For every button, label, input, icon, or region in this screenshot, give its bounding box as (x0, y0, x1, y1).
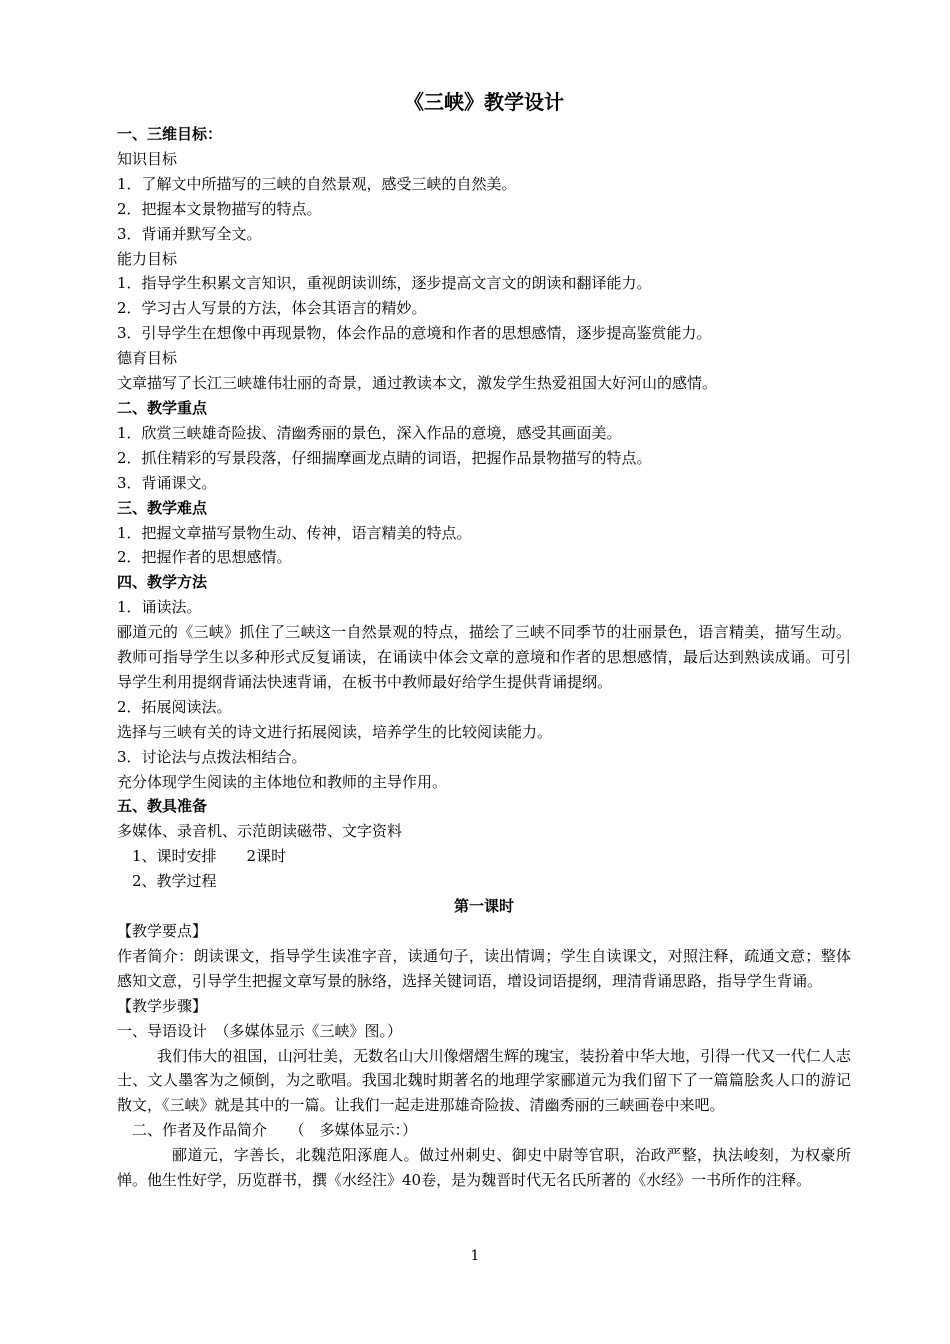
method-text: 充分体现学生阅读的主体地位和教师的主导作用。 (117, 772, 448, 791)
knowledge-item: 1．了解文中所描写的三峡的自然景观，感受三峡的自然美。 (117, 174, 517, 193)
knowledge-item: 2．把握本文景物描写的特点。 (117, 199, 322, 218)
method-title: 3．讨论法与点拨法相结合。 (117, 747, 307, 766)
ability-item: 1．指导学生积累文言知识，重视朗读训练，逐步提高文言文的朗读和翻译能力。 (117, 274, 652, 293)
knowledge-heading: 知识目标 (117, 149, 178, 168)
method-title: 1．诵读法。 (117, 598, 202, 617)
document-body (117, 88, 851, 1193)
ability-item: 2．学习古人写景的方法，体会其语言的精妙。 (117, 299, 427, 318)
difficulty-item: 1．把握文章描写景物生动、传神，语言精美的特点。 (117, 523, 472, 542)
method-title: 2．拓展阅读法。 (117, 697, 232, 716)
goals-heading: 一、三维目标： (117, 125, 223, 143)
method-text: 郦道元的《三峡》抓住了三峡这一自然景观的特点，描绘了三峡不同季节的壮丽景色，语言精美，描写生动。教师可指导学生以多种形式反复诵读，在诵读中体会文章的意境和作者的思想感情，最后达到熟读成诵。可引导学生利用提纲背诵法快速背诵，在板书中教师最好给学生提供背诵提纲。 (117, 623, 851, 691)
key-points-heading: 【教学要点】 (117, 922, 208, 940)
step2-heading: 二、作者及作品简介 （ 多媒体显示：） (132, 1121, 418, 1140)
focus-heading: 二、教学重点 (117, 398, 208, 417)
tools-text: 多媒体、录音机、示范朗读磁带、文字资料 (117, 822, 403, 841)
focus-item: 1．欣赏三峡雄奇险拔、清幽秀丽的景色，深入作品的意境，感受其画面美。 (117, 423, 622, 442)
steps-heading: 【教学步骤】 (117, 996, 208, 1015)
schedule-line: 1、课时安排 2课时 (132, 847, 287, 866)
document-title: 《三峡》教学设计 (404, 90, 564, 114)
ability-item: 3．引导学生在想像中再现景物，体会作品的意境和作者的思想感情，逐步提高鉴赏能力。 (117, 324, 712, 343)
knowledge-item: 3．背诵并默写全文。 (117, 224, 262, 243)
step2-text: 郦道元，字善长，北魏范阳涿鹿人。做过州刺史、御史中尉等官职，治政严整，执法峻刻，为权豪所惮。他生性好学，历览群书，撰《水经注》40卷，是为魏晋时代无名氏所著的《水经》一书所作的注释。 (117, 1146, 851, 1190)
moral-heading: 德育目标 (117, 349, 178, 368)
process-line: 2、教学过程 (132, 872, 217, 891)
tools-heading: 五、教具准备 (117, 797, 208, 816)
ability-heading: 能力目标 (117, 249, 178, 268)
difficulty-heading: 三、教学难点 (117, 498, 208, 517)
step1-text: 我们伟大的祖国，山河壮美，无数名山大川像熠熠生辉的瑰宝，装扮着中华大地，引得一代又一代仁人志士、文人墨客为之倾倒，为之歌唱。我国北魏时期著名的地理学家郦道元为我们留下了一篇篇脍炙人口的游记散文，《三峡》就是其中的一篇。让我们一起走进那雄奇险拔、清幽秀丽的三峡画卷中来吧。 (117, 1046, 851, 1115)
page-number: 1 (470, 1248, 480, 1264)
methods-heading: 四、教学方法 (117, 573, 208, 592)
lesson-heading: 第一课时 (453, 897, 514, 916)
moral-text: 文章描写了长江三峡雄伟壮丽的奇景，通过教读本文，激发学生热爱祖国大好河山的感情。 (117, 374, 718, 393)
difficulty-item: 2．把握作者的思想感情。 (117, 548, 292, 567)
key-points-text: 作者简介：朗读课文，指导学生读准字音，读通句子，读出情调；学生自读课文，对照注释，疏通文意；整体感知文意，引导学生把握文章写景的脉络，选择关键词语，增设词语提纲，理清背诵思路，指导学生背诵。 (117, 946, 851, 990)
focus-item: 2．抓住精彩的写景段落，仔细揣摩画龙点睛的词语，把握作品景物描写的特点。 (117, 448, 652, 467)
focus-item: 3．背诵课文。 (117, 473, 217, 492)
step1-heading: 一、导语设计 （多媒体显示《三峡》图。） (117, 1021, 403, 1040)
method-text: 选择与三峡有关的诗文进行拓展阅读，培养学生的比较阅读能力。 (117, 722, 553, 741)
